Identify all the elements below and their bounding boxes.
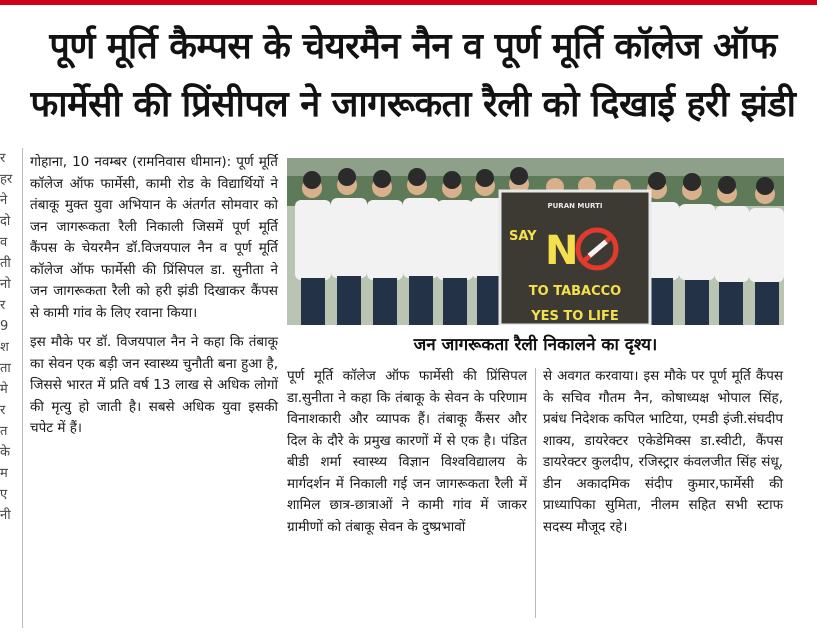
left-fragment: श [0,340,9,355]
left-fragment: नो [0,277,11,292]
left-fragment: हर [0,172,13,187]
left-fragment: दो [0,214,11,229]
left-fragment: नी [0,508,11,523]
left-fragment: र [0,298,6,313]
banner-logo-text: PURAN MURTI [547,202,603,210]
rally-photo-illustration [287,158,784,325]
left-fragment: ए [0,487,8,502]
left-fragment: र [0,151,6,166]
left-fragment: व [0,235,8,250]
banner-tobacco-text: TO TABACCO [528,284,622,299]
rally-photo [287,158,784,325]
article-paragraph-2: इस मौके पर डॉ. विजयपाल नैन ने कहा कि तंबाकू का सेवन एक बड़ी जन स्वास्थ्य चुनौती बना हुआ है, जिससे भारत में प्रति वर्ष 13 लाख से अधिक लोगों की मृत्यु हो जाती है। सबसे अधिक युवा इसकी चपेट में हैं। [30,334,278,436]
left-fragment: ने [0,193,8,208]
left-fragment: र [0,403,6,418]
article-column-3 [543,366,783,538]
left-column-fragment [0,148,16,638]
banner-say-text: SAY [509,229,537,244]
left-fragment: म [0,466,8,481]
left-fragment: 9 [0,319,9,334]
headline [28,18,798,134]
left-fragment: मे [0,382,8,397]
article-column-2 [287,366,527,538]
top-rule [0,0,817,5]
article-paragraph-1: गोहाना, 10 नवम्बर (रामनिवास धीमान): पूर्ण मूर्ति कॉलेज ऑफ फार्मेसी, कामी रोड के विद्यार्थियों ने तंबाकू मुक्त युवा अभियान के अंतर्गत सोमवार को जन जागरूकता रैली निकाली जिसमें पूर्ण मूर्ति कैंपस के चेयरमैन डॉ.विजयपाल नैन व पूर्ण मूर्ति कॉलेज ऑफ फार्मेसी की प्रिंसिपल डा. सुनीता ने जन जागरूकता रैली को हरी झंडी दिखाकर कैंपस से कामी गांव के लिए रवाना किया। [30,154,278,321]
left-fragment: के [0,445,10,460]
photo-caption: जन जागरूकता रैली निकालने का दृश्य। [413,335,658,355]
article-paragraph-4: से अवगत करवाया। इस मौके पर पूर्ण मूर्ति कैंपस के सचिव गौतम नैन, कोषाध्यक्ष भोपाल सिंह, प्रबंध निदेशक कपिल भाटिया, एमडी इंजी.संघदीप शाक्य, डायरेक्टर एकेडेमिक्स डा.स्वीटी, कैंपस डायरेक्टर कुलदीप, रजिस्ट्रार कंवलजीत सिंह संधू, डीन अकादमिक संदीप कुमार,फार्मेसी की प्राध्यापिका सुमिता, नीलम सहित सभी स्टाफ सदस्य मौजूद रहे। [543,368,783,535]
left-fragment: त [0,424,8,439]
column-divider-2 [535,368,536,618]
left-fragment: ता [0,361,11,376]
article-column-1 [30,152,278,622]
banner-life-text: YES TO LIFE [531,309,619,324]
headline-line-1: पूर्ण मूर्ति कैम्पस के चेयरमैन नैन व पूर्ण मूर्ति कॉलेज ऑफ [49,26,777,67]
left-fragment: ती [0,256,11,271]
column-divider [22,148,23,628]
banner-no-text: N [545,228,579,274]
article-paragraph-3: पूर्ण मूर्ति कॉलेज ऑफ फार्मेसी की प्रिंसिपल डा.सुनीता ने कहा कि तंबाकू के सेवन के परिणाम विनाशकारी और व्यापक हैं। तंबाकू कैंसर और दिल के दौरे के प्रमुख कारणों में से एक है। पंडित बीडी शर्मा स्वास्थ्य विज्ञान विश्वविद्यालय के मार्गदर्शन में निकाली गई जन जागरूकता रैली में शामिल छात्र-छात्राओं ने कामी गांव में जाकर ग्रामीणों को तंबाकू सेवन के दुष्प्रभावों [287,368,527,535]
headline-line-2: फार्मेसी की प्रिंसीपल ने जागरूकता रैली को दिखाई हरी झंडी [30,84,796,125]
